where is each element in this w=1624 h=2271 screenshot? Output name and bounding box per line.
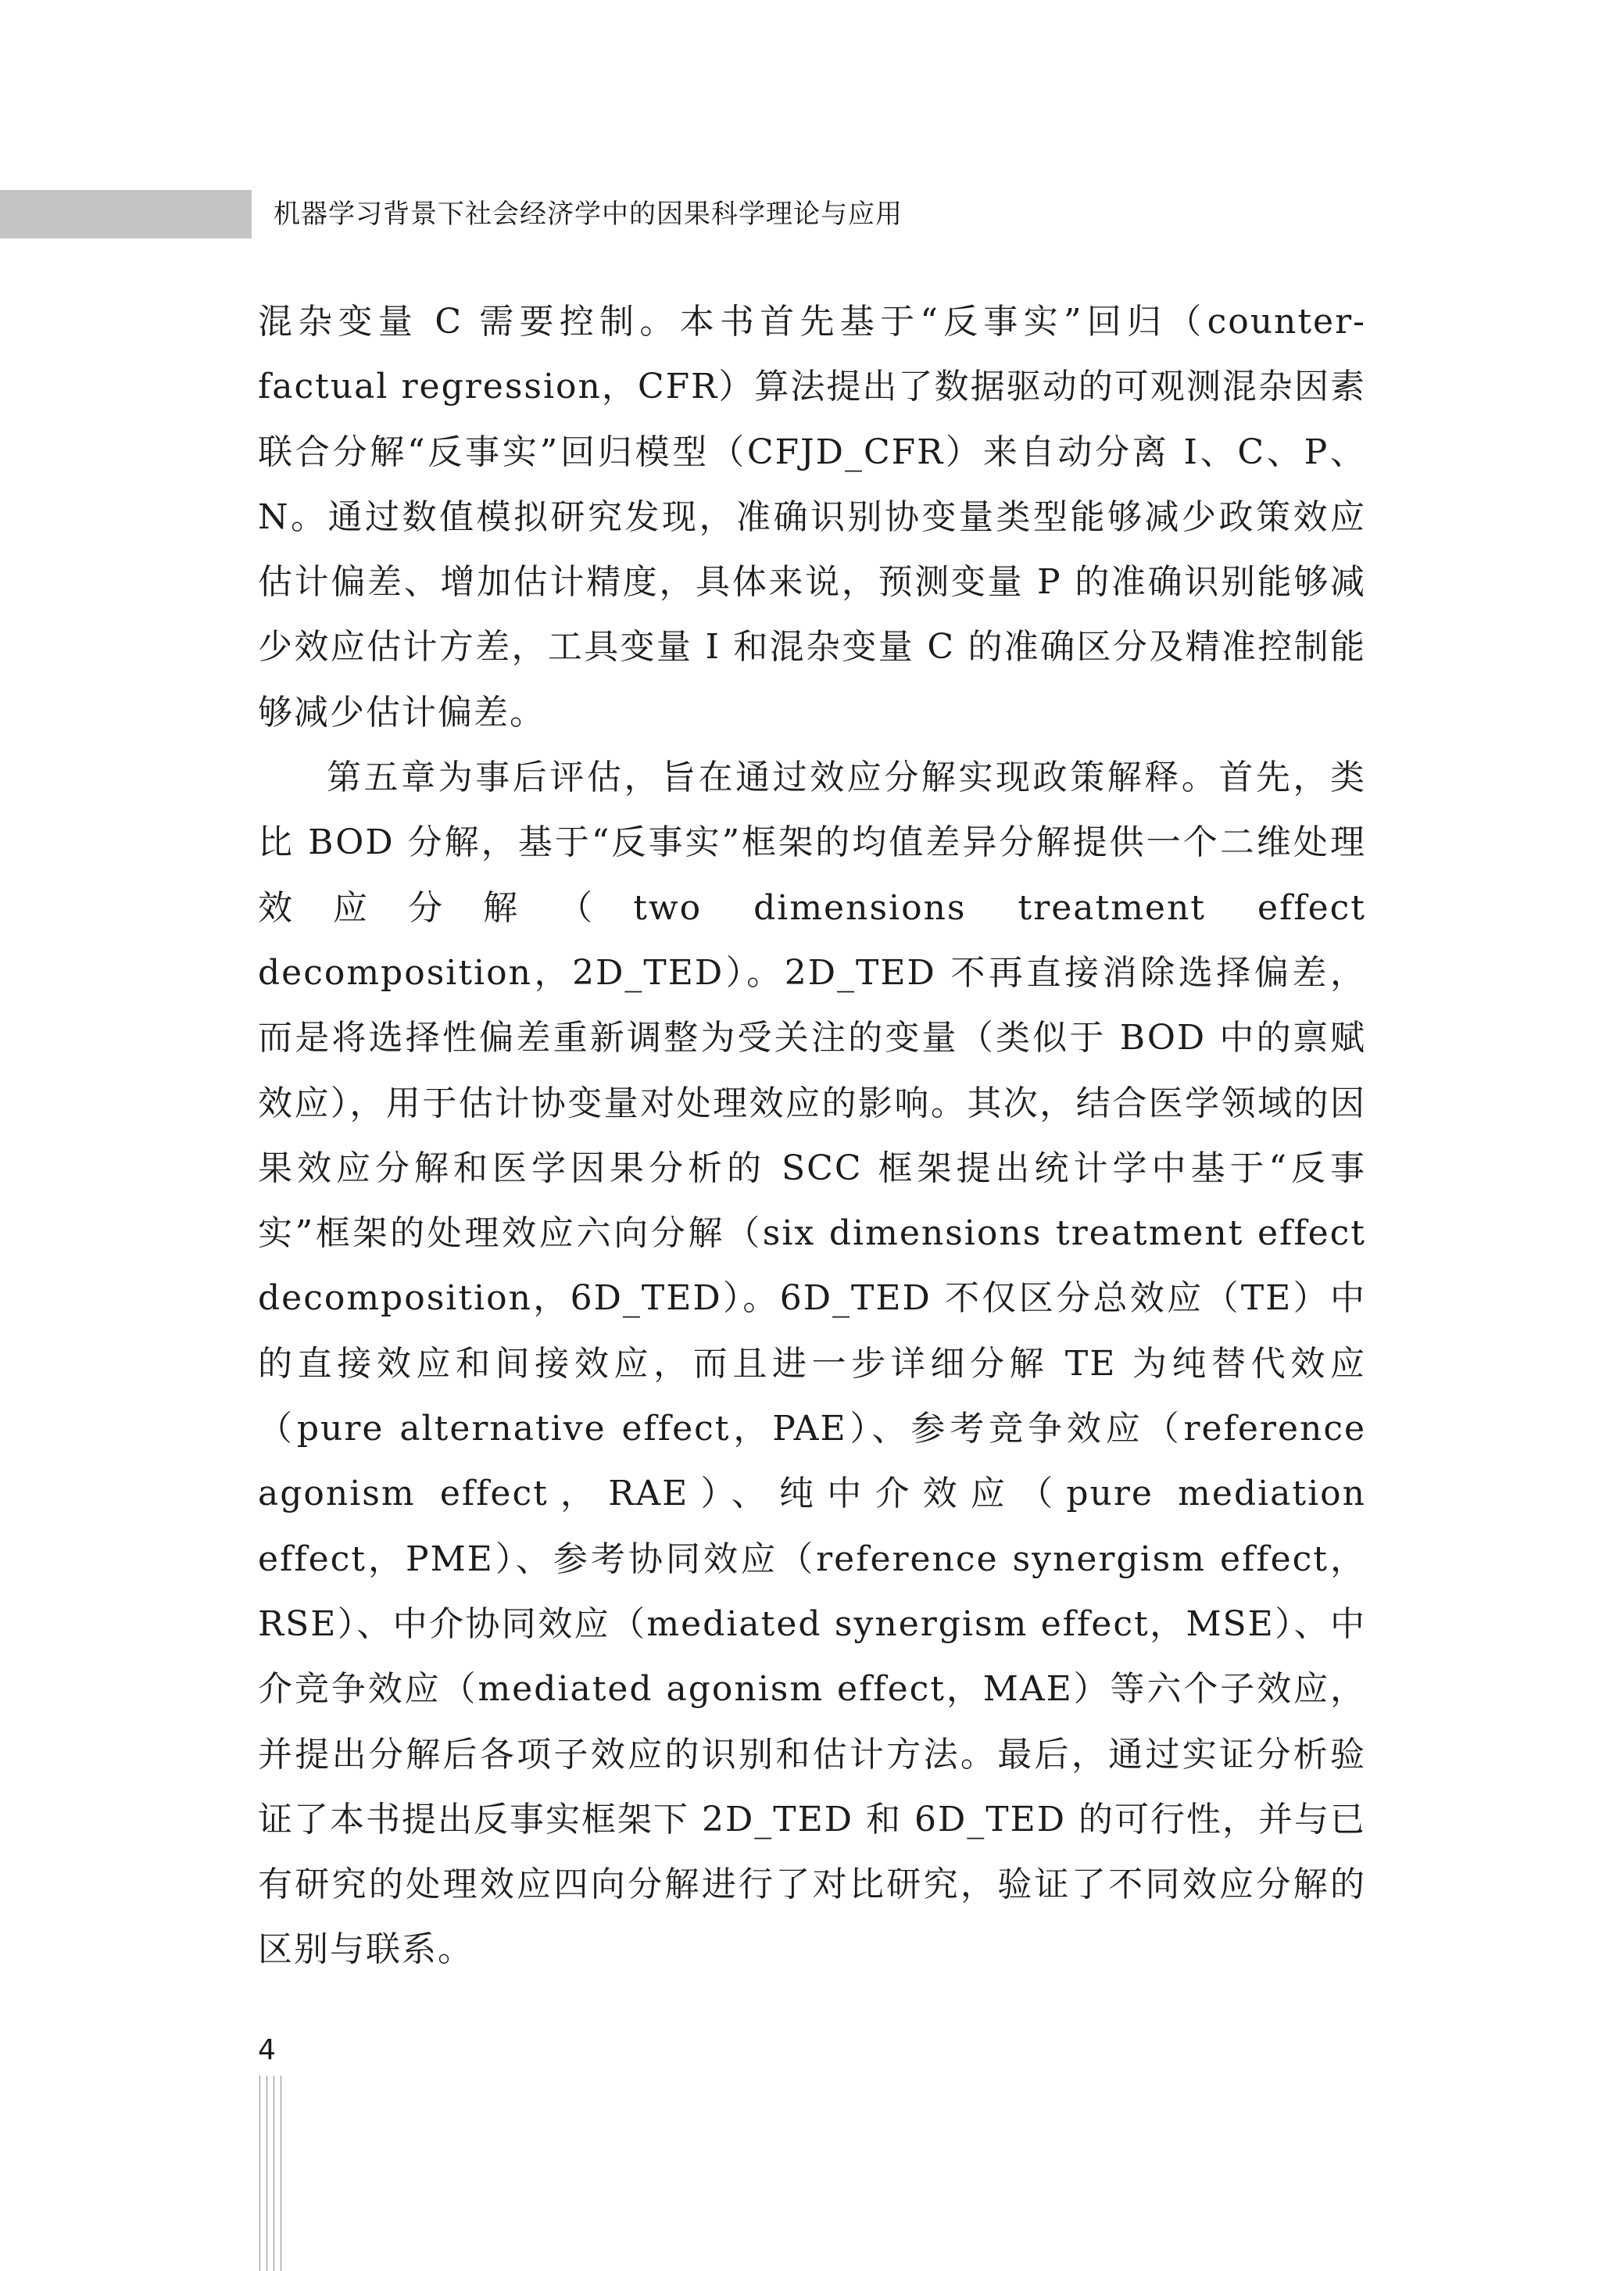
paragraph-continuation: 混杂变量 C 需要控制。本书首先基于“反事实”回归（counter-factual regression，CFR）算法提出了数据驱动的可观测混杂因素联合分解“反事实”回归模型（CFJD_CFR）来自动分离 I、C、P、N。通过数值模拟研究发现，准确识别协变量类型能够减少政策效应估计偏差、增加估计精度，具体来说，预测变量 P 的准确识别能够减少效应估计方差，工具变量 I 和混杂变量 C 的准确区分及精准控制能够减少估计偏差。 [258, 302, 1366, 733]
page-number: 4 [258, 2034, 276, 2066]
margin-rules [259, 2076, 291, 2271]
paragraph-chapter-five: 第五章为事后评估，旨在通过效应分解实现政策解释。首先，类比 BOD 分解，基于“反事实”框架的均值差异分解提供一个二维处理效应分解（two dimensions treatment effect decomposition，2D_TED）。2D_TED 不再直接消除选择偏差，而是将选择性偏差重新调整为受关注的变量（类似于 BOD 中的禀赋效应），用于估计协变量对处理效应的影响。其次，结合医学领域的因果效应分解和医学因果分析的 SCC 框架提出统计学中基于“反事实”框架的处理效应六向分解（six dimensions treatment effect decomposition，6D_TED）。6D_TED 不仅区分总效应（TE）中的直接效应和间接效应，而且进一步详细分解 TE 为纯替代效应（pure alternative effect，PAE）、参考竞争效应（reference agonism effect，RAE）、纯中介效应（pure mediation effect，PME）、参考协同效应（reference synergism effect，RSE）、中介协同效应（mediated synergism effect，MSE）、中介竞争效应（mediated agonism effect，MAE）等六个子效应，并提出分解后各项子效应的识别和估计方法。最后，通过实证分析验证了本书提出反事实框架下 2D_TED 和 6D_TED 的可行性，并与已有研究的处理效应四向分解进行了对比研究，验证了不同效应分解的区别与联系。 [258, 758, 1366, 1970]
running-header-title: 机器学习背景下社会经济学中的因果科学理论与应用 [274, 199, 903, 230]
body-text [258, 289, 1366, 1983]
margin-rule-line [266, 2076, 267, 2271]
header-bar [0, 190, 252, 238]
margin-rule-line [259, 2076, 260, 2271]
